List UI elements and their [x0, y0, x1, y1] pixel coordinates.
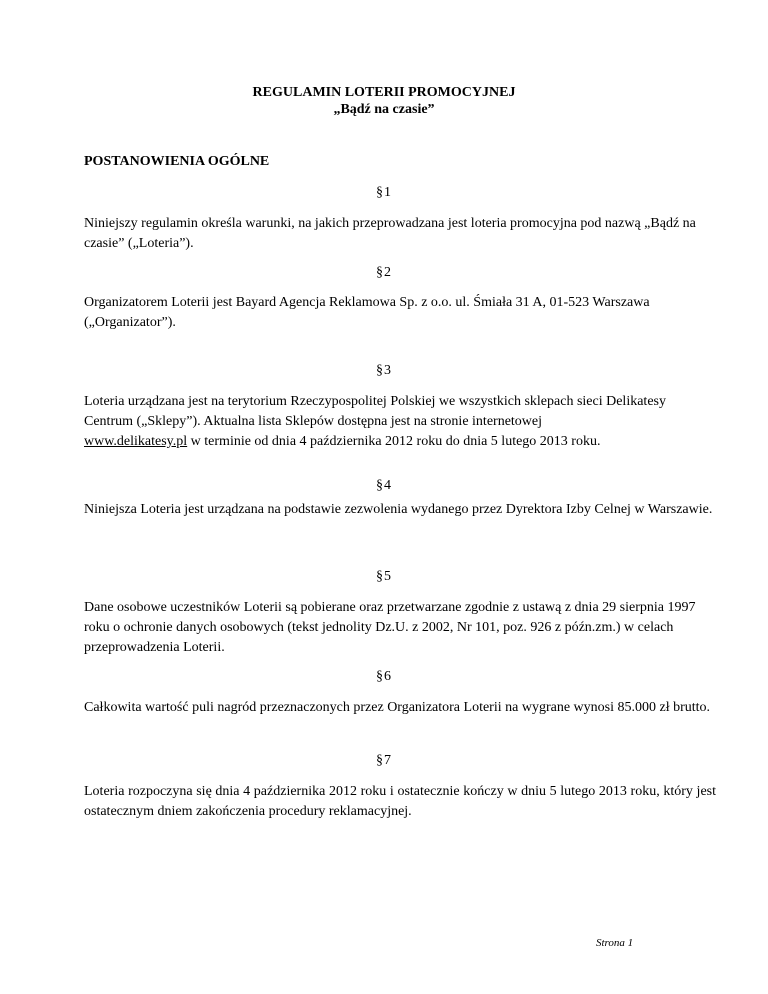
paragraph-text-3-tail: w terminie od dnia 4 października 2012 roku do dnia 5 lutego 2013 roku. — [187, 434, 601, 449]
paragraph-number-2: §2 — [376, 265, 392, 280]
paragraph-number-3: §3 — [376, 363, 392, 378]
paragraph-text-5: Dane osobowe uczestników Loterii są pobierane oraz przetwarzane zgodnie z ustawą z dnia 29 sierpnia 1997 roku o ochronie danych osobowych (tekst jednolity Dz.U. z 2002, Nr 101, poz. 926 z późn.zm.) w celach przeprowadzenia Loterii. — [84, 600, 696, 655]
paragraph-text-7: Loteria rozpoczyna się dnia 4 października 2012 roku i ostatecznie kończy w dniu 5 lutego 2013 roku, który jest ostatecznym dniem zakończenia procedury reklamacyjnej. — [84, 784, 716, 819]
document-title: REGULAMIN LOTERII PROMOCYJNEJ — [252, 85, 516, 100]
page-number: Strona 1 — [596, 937, 634, 949]
paragraph-number-1: §1 — [376, 185, 392, 200]
section-heading: POSTANOWIENIA OGÓLNE — [84, 154, 270, 169]
paragraph-text-1: Niniejszy regulamin określa warunki, na jakich przeprowadzana jest loteria promocyjna pod nazwą „Bądź na czasie” („Loteria”). — [84, 216, 696, 251]
paragraph-text-4: Niniejsza Loteria jest urządzana na podstawie zezwolenia wydanego przez Dyrektora Izby Celnej w Warszawie. — [84, 502, 713, 517]
paragraph-number-5: §5 — [376, 569, 392, 584]
paragraph-text-2: Organizatorem Loterii jest Bayard Agencja Reklamowa Sp. z o.o. ul. Śmiała 31 A, 01-523 Warszawa („Organizator”). — [84, 295, 650, 330]
paragraph-number-6: §6 — [376, 669, 392, 684]
paragraph-number-4: §4 — [376, 478, 392, 493]
website-link[interactable]: www.delikatesy.pl — [84, 434, 188, 449]
document-subtitle: „Bądź na czasie” — [333, 102, 435, 117]
paragraph-text-3 — [84, 392, 716, 452]
paragraph-text-6: Całkowita wartość puli nagród przeznaczonych przez Organizatora Loterii na wygrane wynosi 85.000 zł brutto. — [84, 700, 711, 715]
paragraph-number-7: §7 — [376, 753, 392, 768]
paragraph-text-3-lead: Loteria urządzana jest na terytorium Rzeczypospolitej Polskiej we wszystkich sklepach sieci Delikatesy Centrum („Sklepy”). Aktualna lista Sklepów dostępna jest na stronie internetowej — [84, 394, 666, 429]
